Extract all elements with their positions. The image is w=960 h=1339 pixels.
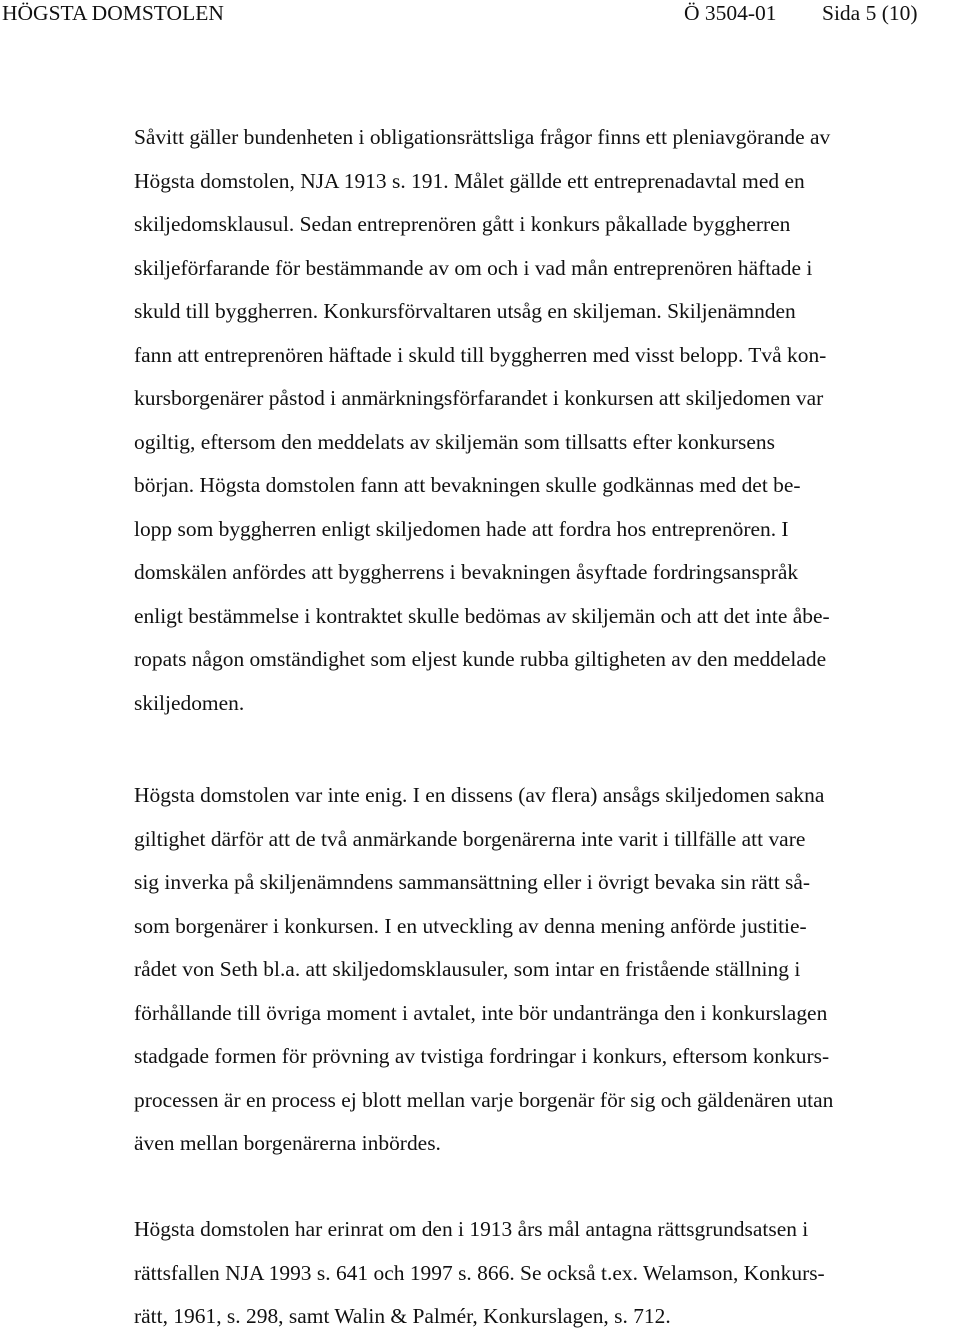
page-header [0, 0, 960, 30]
text-line: Högsta domstolen, NJA 1913 s. 191. Målet gällde ett entreprenadavtal med en [134, 168, 805, 193]
text-line: Högsta domstolen har erinrat om den i 1913 års mål antagna rättsgrundsatsen i [134, 1217, 809, 1241]
text-line: skuld till byggherren. Konkursförvaltaren utsåg en skiljeman. Skiljenämnden [134, 299, 796, 323]
paragraph-references [134, 1208, 960, 1339]
text-line: sig inverka på skiljenämndens sammansättning eller i övrigt bevaka sin rätt så- [134, 870, 811, 894]
text-line: Högsta domstolen var inte enig. I en dissens (av flera) ansågs skiljedomen sakna [134, 783, 825, 807]
text-line: domskälen anfördes att byggherrens i bevakningen åsyftade fordringsanspråk [134, 560, 799, 584]
text-line: skiljedomen. [134, 690, 245, 715]
page-number: Sida 5 (10) [822, 1, 918, 25]
text-line: giltighet därför att de två anmärkande borgenärerna inte varit i tillfälle att vare [134, 826, 806, 851]
paragraph-dissent [134, 774, 960, 1166]
text-line: Såvitt gäller bundenheten i obligationsrättsliga frågor finns ett pleniavgörande av [134, 125, 831, 149]
text-line: kursborgenärer påstod i anmärkningsförfarandet i konkursen att skiljedomen var [134, 386, 824, 410]
case-number: Ö 3504-01 [684, 1, 777, 25]
text-line: rätt, 1961, s. 298, samt Walin & Palmér, Konkurslagen, s. 712. [134, 1304, 671, 1328]
text-line: skiljeförfarande för bestämmande av om och i vad mån entreprenören häftade i [134, 255, 813, 280]
text-line: som borgenärer i konkursen. I en utveckling av denna mening anförde justitie- [134, 913, 807, 938]
text-line: ropats någon omständighet som eljest kunde rubba giltigheten av den meddelade [134, 647, 827, 671]
court-name: HÖGSTA DOMSTOLEN [2, 1, 224, 25]
text-line: skiljedomsklausul. Sedan entreprenören gått i konkurs påkallade byggherren [134, 212, 791, 236]
text-line: fann att entreprenören häftade i skuld till byggherren med visst belopp. Två kon- [134, 342, 827, 367]
text-line: enligt bestämmelse i kontraktet skulle bedömas av skiljemän och att det inte åbe- [134, 603, 830, 628]
paragraph-plenary-ruling [134, 116, 960, 725]
text-line: även mellan borgenärerna inbördes. [134, 1131, 441, 1155]
text-line: ogiltig, eftersom den meddelats av skiljemän som tillsatts efter konkursens [134, 429, 775, 454]
text-line: rättsfallen NJA 1993 s. 641 och 1997 s. 866. Se också t.ex. Welamson, Konkurs- [134, 1260, 825, 1285]
text-line: början. Högsta domstolen fann att bevakningen skulle godkännas med det be- [134, 473, 801, 497]
text-line: rådet von Seth bl.a. att skiljedomsklausuler, som intar en fristående ställning i [134, 957, 801, 981]
text-line: stadgade formen för prövning av tvistiga fordringar i konkurs, eftersom konkurs- [134, 1044, 830, 1068]
text-line: processen är en process ej blott mellan varje borgenär för sig och gäldenären utan [134, 1087, 834, 1112]
text-line: förhållande till övriga moment i avtalet, inte bör undantränga den i konkurslagen [134, 1000, 828, 1025]
text-line: lopp som byggherren enligt skiljedomen hade att fordra hos entreprenören. I [134, 516, 789, 541]
